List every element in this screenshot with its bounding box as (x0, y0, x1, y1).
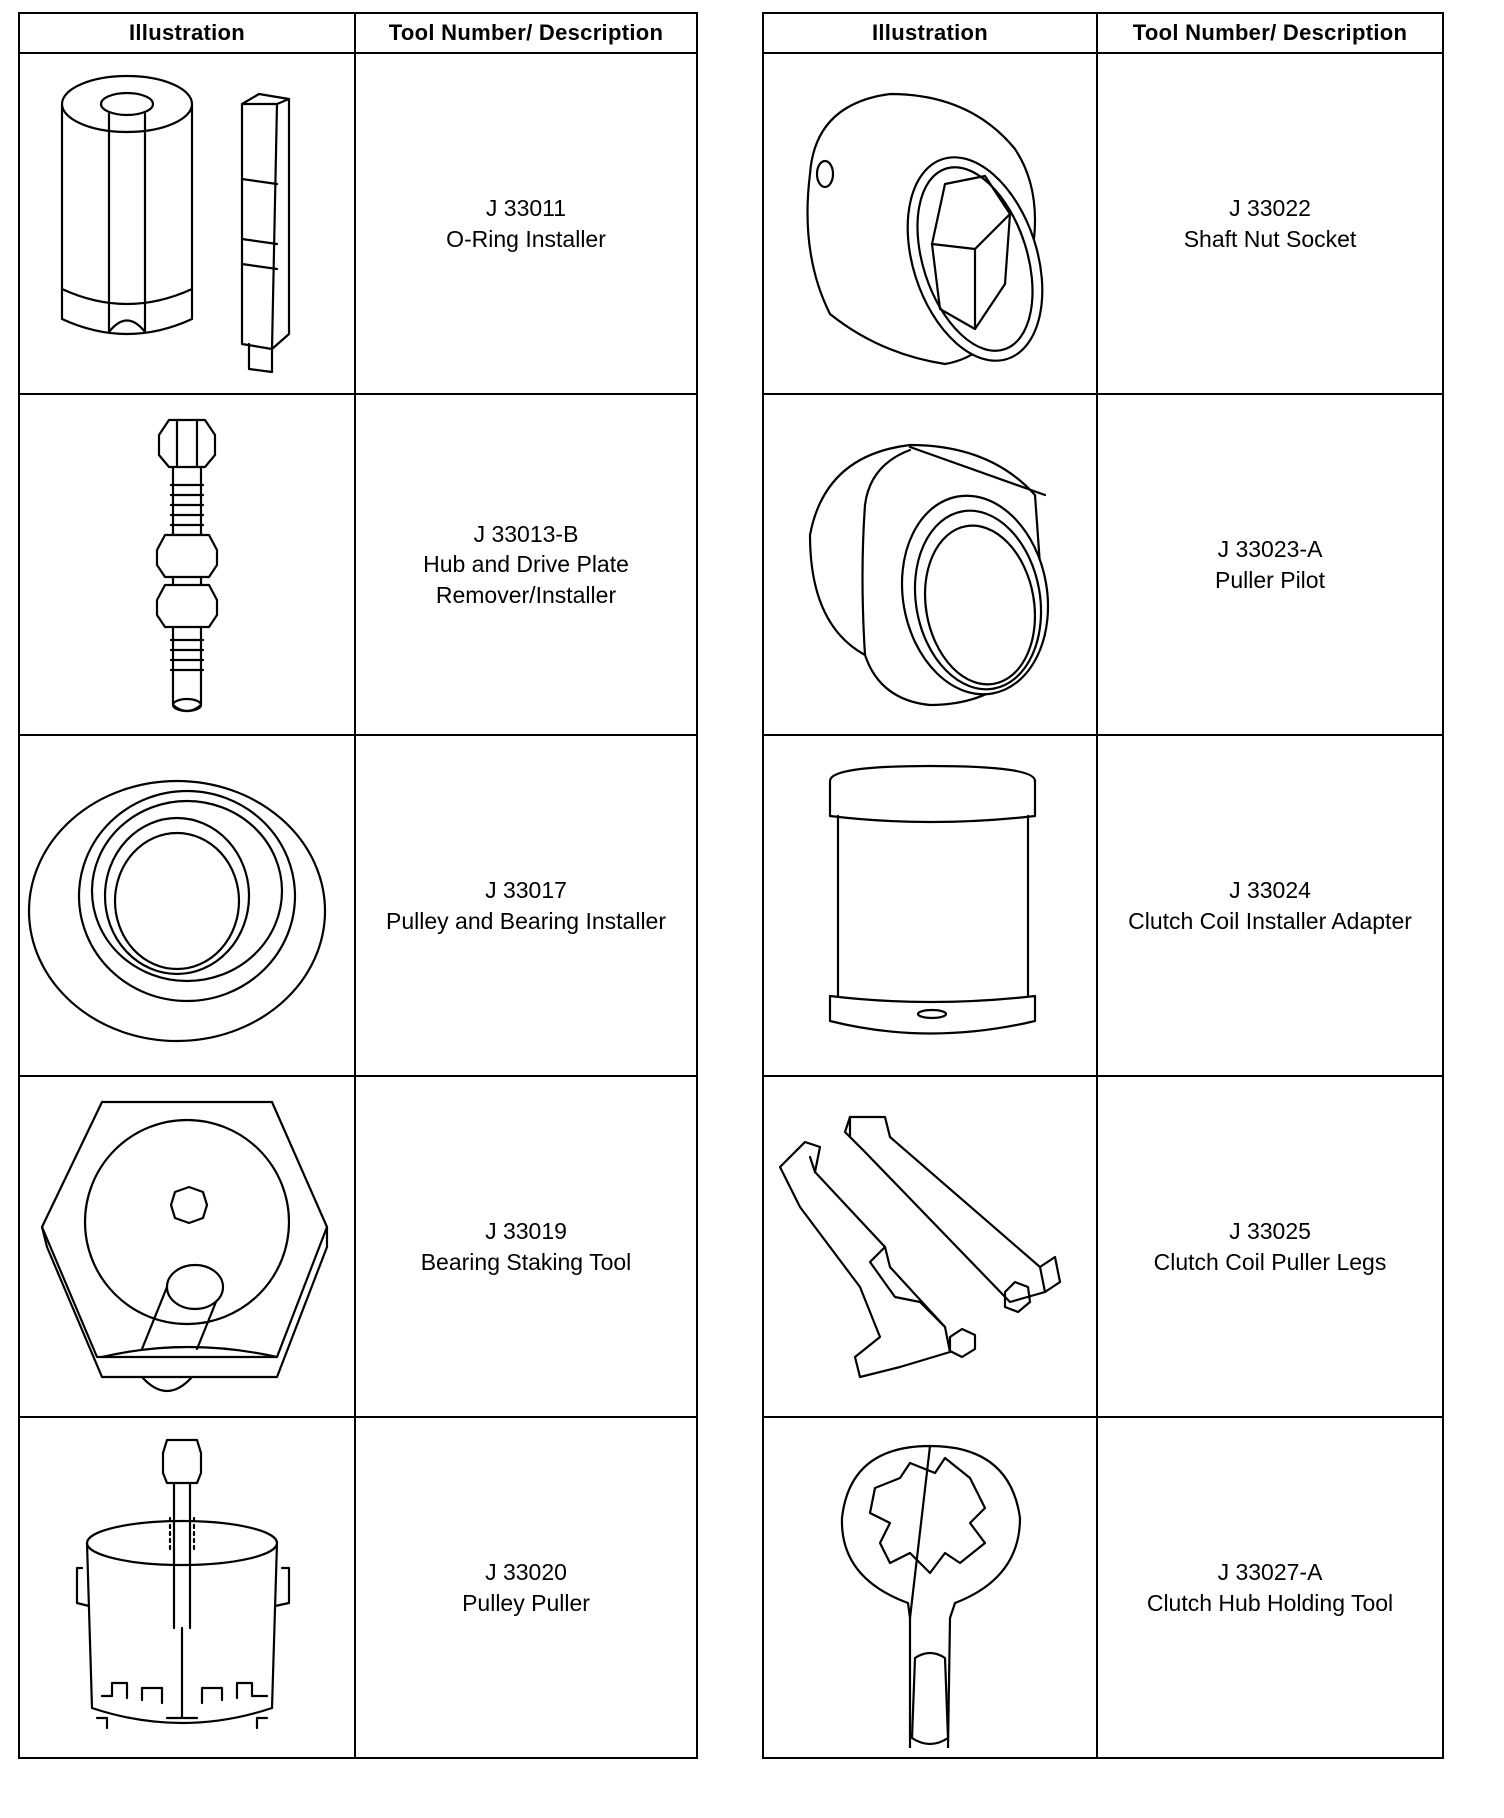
description-cell (1097, 1417, 1443, 1758)
illustration-cell (763, 1076, 1097, 1417)
illustration-cell (19, 53, 355, 394)
tool-number: J 33022 (1229, 195, 1311, 222)
tool-number: J 33027-A (1217, 1559, 1323, 1586)
table-row (19, 53, 697, 394)
tool-number: J 33020 (485, 1559, 567, 1586)
bearing-staking-tool-icon (27, 1087, 347, 1407)
tool-number: J 33017 (485, 877, 567, 904)
hub-drive-plate-remover-icon (27, 405, 347, 725)
tool-number: J 33024 (1229, 877, 1311, 904)
table-row (19, 1417, 697, 1758)
tool-number: J 33023-A (1217, 536, 1323, 563)
description-cell (355, 1076, 697, 1417)
illustration-cell (763, 53, 1097, 394)
tool-description: Clutch Coil Installer Adapter (1128, 907, 1412, 934)
description-cell (355, 735, 697, 1076)
description-cell (1097, 735, 1443, 1076)
table-row (763, 1417, 1443, 1758)
table-row (763, 1076, 1443, 1417)
tool-description: Clutch Coil Puller Legs (1153, 1248, 1387, 1275)
table-row (763, 735, 1443, 1076)
o-ring-installer-icon (27, 64, 347, 384)
header-row (19, 13, 697, 53)
table-row (763, 53, 1443, 394)
tool-description: Bearing Staking Tool (420, 1248, 632, 1275)
illustration-cell (19, 1076, 355, 1417)
table-row (763, 394, 1443, 735)
description-cell (1097, 394, 1443, 735)
table-row (19, 735, 697, 1076)
illustration-cell (19, 1417, 355, 1758)
table-row (19, 1076, 697, 1417)
description-cell (355, 53, 697, 394)
tool-description: Hub and Drive Plate (423, 551, 629, 578)
illustration-header: Illustration (19, 13, 355, 53)
description-cell (355, 1417, 697, 1758)
illustration-cell (19, 735, 355, 1076)
shaft-nut-socket-icon (770, 64, 1090, 384)
tool-number: J 33011 (485, 195, 567, 222)
pulley-puller-icon (27, 1428, 347, 1748)
tool-number: J 33013-B (473, 520, 579, 547)
illustration-cell (19, 394, 355, 735)
header-row (763, 13, 1443, 53)
illustration-cell (763, 1417, 1097, 1758)
tool-description: Shaft Nut Socket (1183, 225, 1357, 252)
tool-number-header: Tool Number/ Description (355, 13, 697, 53)
tool-description: Pulley and Bearing Installer (386, 907, 666, 934)
clutch-coil-puller-legs-icon (770, 1087, 1090, 1407)
illustration-cell (763, 735, 1097, 1076)
tool-number: J 33019 (485, 1218, 567, 1245)
clutch-hub-holding-tool-icon (770, 1428, 1090, 1748)
tool-table-left (18, 12, 698, 1759)
clutch-coil-installer-adapter-icon (770, 746, 1090, 1066)
description-cell (1097, 1076, 1443, 1417)
tool-number-header: Tool Number/ Description (1097, 13, 1443, 53)
tool-description: Puller Pilot (1215, 566, 1325, 593)
illustration-header: Illustration (763, 13, 1097, 53)
tool-description: O-Ring Installer (446, 225, 606, 252)
puller-pilot-icon (770, 405, 1090, 725)
tool-number: J 33025 (1229, 1218, 1311, 1245)
description-cell (355, 394, 697, 735)
tool-description: Clutch Hub Holding Tool (1146, 1589, 1394, 1616)
illustration-cell (763, 394, 1097, 735)
pulley-bearing-installer-icon (27, 746, 347, 1066)
description-cell (1097, 53, 1443, 394)
table-row (19, 394, 697, 735)
tool-table-right (762, 12, 1444, 1759)
tool-description: Pulley Puller (462, 1589, 590, 1616)
tool-description-line2: Remover/Installer (435, 581, 617, 608)
